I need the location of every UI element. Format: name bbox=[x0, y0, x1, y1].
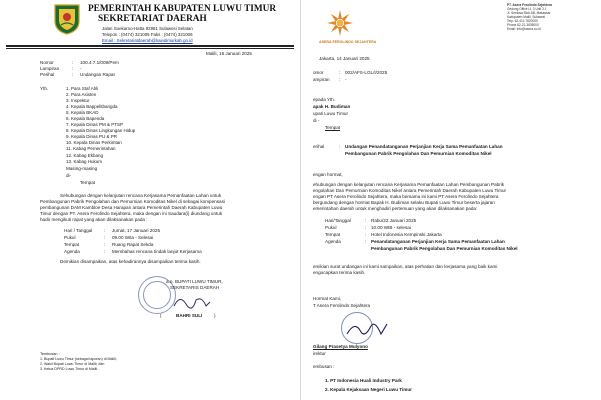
body-line: Timur dengan PT. Asera Ferolindo Sejahtera, maka dengan ini Saudara(i) diundang untuk bbox=[40, 211, 223, 216]
regency-emblem-icon bbox=[52, 3, 82, 35]
schedule-label: Pukul bbox=[64, 235, 76, 240]
signature-bracket-left: ( bbox=[160, 313, 162, 318]
list-item: 12. Kabag Ekbang bbox=[66, 152, 104, 158]
company-address bbox=[507, 3, 552, 31]
address-line: Phone 62-21-3835000 bbox=[507, 23, 539, 27]
schedule-label: Hari/Tanggal bbox=[325, 218, 351, 223]
address-line: Telp. 62-411-7820000 bbox=[507, 19, 538, 23]
address-line: Email: info@asera.co.id bbox=[507, 27, 541, 31]
schedule-label: Tempat bbox=[325, 232, 341, 237]
official-stamp-inner bbox=[143, 281, 171, 309]
body-line: Sehubungan dengan kelanjutan rencana Kerjasama Pemanfaatan Lahan untuk bbox=[60, 193, 222, 198]
company-logo-icon bbox=[325, 8, 355, 38]
org-address: Jalan Soekarno-Hatta 92981 Sulawesi Selatan bbox=[102, 26, 193, 31]
company-brand: ASERA FEROLINDO SEJAHTERA bbox=[319, 40, 377, 44]
body-line: hadir mengikuti rapat yang akan dilaksanakan pada : bbox=[40, 217, 148, 222]
schedule-value: Ruang Rapat Sekda bbox=[112, 242, 154, 247]
body-line: engolahan Dan Pemurnian Komoditas Nikel antara Pemerintah Daerah Kabupaten Luwu Timur bbox=[313, 188, 507, 193]
org-phone: Telepon : (0474) 321005 Faks : (0474) 321006 bbox=[102, 32, 193, 37]
org-email: Email : Sekretariatdaerah@luwutimurkab.go.id bbox=[102, 38, 193, 43]
body-line: bergundang dengan hormat Bapak H. Budiman selaku Bupati Luwu Timur beserta jajaran bbox=[313, 200, 495, 205]
schedule-label: Tempat bbox=[64, 242, 80, 247]
list-item: 11. Kabag Pemerintahan bbox=[66, 146, 116, 152]
body-line: emerintahan daerah untuk menghadiri pertemuan yang akan dilaksanakan pada: bbox=[313, 206, 478, 211]
signature-title-2: SEKRETARIS DAERAH bbox=[170, 285, 220, 290]
org-name-primary: PEMERINTAH KABUPATEN LUWU TIMUR bbox=[88, 4, 277, 14]
schedule-sep: : bbox=[104, 228, 106, 233]
letter-date: Jakarta, 14 Januari 2025 bbox=[319, 56, 370, 61]
addressee-label: Yth. bbox=[40, 86, 49, 91]
sign-company: T Asera Ferolindo Sejahtera bbox=[313, 303, 371, 308]
schedule-label: Pukul bbox=[325, 225, 337, 230]
address-line: Gedung Office Lt. 3 Unit 3.1 bbox=[507, 7, 547, 11]
perihal-sep: : bbox=[339, 144, 341, 149]
letterhead-rule bbox=[6, 45, 294, 47]
address-line: Jl. Sentosa Blok AB, Makassar bbox=[507, 11, 551, 15]
closing-line: Demikian disampaikan, atas kehadirannya disampaikan terima kasih. bbox=[60, 259, 201, 264]
org-name-secondary: SEKRETARIAT DAERAH bbox=[98, 14, 207, 24]
schedule-sep: : bbox=[365, 218, 367, 223]
schedule-value: Rabu/22 Januari 2025 bbox=[371, 218, 417, 223]
signatory-title: irektur bbox=[313, 351, 326, 356]
meta-value: 002/AFS-LGL/I/2025 bbox=[345, 70, 388, 75]
list-item: 13. Kabag Hukum bbox=[66, 158, 103, 164]
meta-value: - bbox=[345, 77, 347, 82]
to-label: epada Yth. bbox=[313, 97, 336, 102]
schedule-sep: : bbox=[104, 235, 106, 240]
schedule-sep: : bbox=[104, 249, 106, 254]
meta-sep: : bbox=[339, 77, 341, 82]
list-item: 2. Para Asisten bbox=[66, 92, 97, 98]
meta-label: Nomor bbox=[40, 60, 54, 65]
to-place: Tempat bbox=[325, 125, 341, 130]
schedule-sep: : bbox=[365, 225, 367, 230]
body-line: pembangunan DAM Kambloe Desa Harapan antara Pemerintah Daerah Kabupaten Luwu bbox=[40, 205, 223, 210]
signatory-name: BAHRI SULI bbox=[176, 313, 203, 318]
schedule-label: Agenda bbox=[64, 249, 80, 254]
body-line: ehubungan dengan kelanjutan rencana Kerjasama Pemanfaatan Lahan Pembangunan Pabrik bbox=[313, 182, 505, 187]
tembusan-item: 1. Bupati Luwu Timur (sebagai laporan) di Malili; bbox=[40, 357, 117, 361]
tembusan-label: embusan : bbox=[313, 364, 335, 369]
body-line: engan PT Asera Ferolindo Sejahtera, maka bersama ini kami PT Asera Ferolindo Sejahtera bbox=[313, 194, 499, 199]
meta-value: 100.4.7.1/009/Pem bbox=[80, 60, 119, 65]
list-item: 4. Kepala Bappelitbangda bbox=[66, 104, 118, 110]
tembusan-item: 2. Kepala Kejaksaan Negeri Luwu Timur bbox=[325, 387, 412, 392]
perihal-label: erihal bbox=[313, 144, 325, 149]
closing-line: emikian surat undangan ini kami sampaikan, atas perhatian dan kerjasama yang baik kami bbox=[313, 264, 498, 269]
recipient-list bbox=[66, 86, 135, 165]
recipient-masing: Masing-masing bbox=[66, 166, 98, 171]
schedule-value-cont: Pembangunan Pabrik Pengolahan Dan Pemurnian Komoditas Nikel bbox=[371, 246, 518, 251]
schedule-value: Hotel Indonesia Kempinski Jakarta bbox=[371, 232, 442, 237]
greeting: engan hormat, bbox=[313, 172, 343, 177]
right-letter-page bbox=[301, 0, 601, 400]
signature-title-1: a.n. BUPATI LUWU TIMUR, bbox=[166, 279, 223, 284]
sign-label: Hormat Kami, bbox=[313, 296, 342, 301]
list-item: 1. Para Staf Ahli bbox=[66, 86, 99, 91]
schedule-value: 10.00 WIB - selesai bbox=[371, 225, 411, 230]
signature-scribble-icon bbox=[172, 292, 212, 312]
signature-scribble-icon bbox=[345, 318, 389, 340]
letter-date: Malili, 16 Januari 2025 bbox=[206, 51, 252, 56]
list-item: 3. Inspektur bbox=[66, 98, 90, 104]
schedule-sep: : bbox=[365, 239, 367, 244]
body-line: Pembangunan Pabrik Pengolahan dan Pemurnian Komoditas Nikel di sebagai kompensasi bbox=[40, 199, 225, 204]
to-title: upati Luwu Timur bbox=[313, 111, 348, 116]
meta-sep: : bbox=[72, 72, 74, 77]
letterhead-rule-thin bbox=[6, 48, 294, 49]
list-item: 7. Kepala Dinas PM & PTSP bbox=[66, 122, 124, 128]
to-name: apak H. Budiman bbox=[313, 104, 351, 109]
recipient-di: di- bbox=[66, 173, 72, 178]
schedule-value: Penandatanganan Perjanjian Kerja Sama Pemanfaatan Lahan bbox=[371, 239, 505, 244]
tembusan-item: 1. PT Indonesia Huali Industry Park bbox=[325, 378, 402, 383]
meta-label: omor bbox=[313, 70, 324, 75]
list-item: 10. Kepala Dinas Perkimtan bbox=[66, 140, 122, 146]
meta-sep: : bbox=[72, 60, 74, 65]
schedule-label: Agenda bbox=[325, 239, 341, 244]
closing-line: engucapkan terima kasih. bbox=[313, 270, 366, 275]
schedule-sep: : bbox=[104, 242, 106, 247]
meta-label: Perihal bbox=[40, 72, 55, 77]
meta-value: - bbox=[80, 66, 82, 71]
meta-sep: : bbox=[72, 66, 74, 71]
address-line: Kabupaten Malili, Sulawesi bbox=[507, 15, 546, 19]
tembusan-item: 2. Wakil Bupati Luwu Timur di Malili; dan bbox=[40, 362, 105, 366]
schedule-sep: : bbox=[365, 232, 367, 237]
list-item: 6. Kepala Bapenda bbox=[66, 116, 105, 122]
recipient-place: Tempat bbox=[80, 180, 96, 185]
address-line: PT. Asera Ferolindo Sejahtera bbox=[507, 3, 552, 7]
left-letter-page bbox=[0, 0, 300, 400]
meta-sep: : bbox=[339, 70, 341, 75]
meta-label: Lampiran bbox=[40, 66, 60, 71]
signature-bracket-right: ) bbox=[214, 313, 216, 318]
list-item: 5. Kepala BKAD bbox=[66, 110, 99, 116]
schedule-value: Jumat, 17 Januari 2025 bbox=[112, 228, 161, 233]
schedule-label: Hari / Tanggal bbox=[64, 228, 93, 233]
meta-value: Undangan Rapat bbox=[80, 72, 115, 77]
to-di: di - bbox=[313, 118, 320, 123]
perihal-line: Pembangunan Pabrik Pengolahan Dan Pemurnian Komoditas Nikel bbox=[345, 151, 492, 156]
list-item: 8. Kepala Dinas Lingkungan Hidup bbox=[66, 128, 136, 134]
list-item: 9. Kepala Dinas PU & PR bbox=[66, 134, 118, 140]
tembusan-label: Tembusan : bbox=[40, 352, 60, 356]
schedule-value: Membahas rencana tindak lanjut Kerjasama bbox=[112, 249, 202, 254]
meta-label: ampiran bbox=[313, 77, 330, 82]
perihal-line: Undangan Penandatanganan Perjanjian Kerja Sama Pemanfaatan Lahan bbox=[345, 144, 503, 149]
signatory-name: Gilang Prasetya Mulyono bbox=[313, 344, 368, 349]
tembusan-item: 3. Ketua DPRD Luwu Timur di Malili. bbox=[40, 367, 99, 371]
schedule-value: 09.00 Wita - Selesai bbox=[112, 235, 154, 240]
